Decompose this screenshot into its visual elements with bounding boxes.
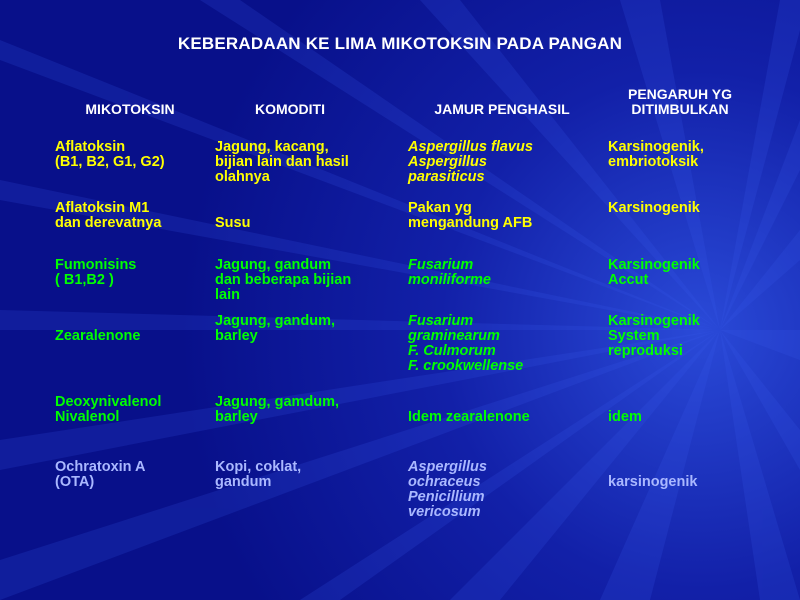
row-aflatoksin-m1-komoditi: Susu: [215, 215, 251, 231]
row-zearalenone-komoditi: Jagung, gandum, barley: [215, 313, 336, 344]
header-jamur-penghasil: JAMUR PENGHASIL: [434, 101, 570, 117]
row-ochratoxin-jamur: Aspergillus ochraceus Penicillium vericosum: [408, 459, 487, 520]
row-aflatoksin-m1-pengaruh: Karsinogenik: [608, 200, 700, 216]
row-fumonisins-mikotoksin: Fumonisins ( B1,B2 ): [55, 257, 137, 288]
row-fumonisins-pengaruh: Karsinogenik Accut: [608, 257, 700, 288]
slide-title: KEBERADAAN KE LIMA MIKOTOKSIN PADA PANGAN: [177, 34, 623, 53]
row-aflatoksin-pengaruh: Karsinogenik, embriotoksik: [608, 139, 704, 170]
row-zearalenone-jamur: Fusarium graminearum F. Culmorum F. crookwellense: [408, 313, 524, 374]
row-aflatoksin-m1-jamur: Pakan yg mengandung AFB: [408, 200, 533, 231]
row-ochratoxin-komoditi: Kopi, coklat, gandum: [215, 459, 302, 490]
header-pengaruh: PENGARUH YG DITIMBULKAN: [628, 86, 732, 117]
row-zearalenone-pengaruh: Karsinogenik System reproduksi: [608, 313, 700, 359]
row-zearalenone-mikotoksin: Zearalenone: [55, 328, 141, 344]
row-aflatoksin-m1-mikotoksin: Aflatoksin M1 dan derevatnya: [55, 200, 162, 231]
row-ochratoxin-pengaruh: karsinogenik: [608, 474, 698, 490]
header-komoditi: KOMODITI: [255, 101, 325, 117]
row-deoxynivalenol-komoditi: Jagung, gamdum, barley: [215, 394, 340, 425]
row-aflatoksin-mikotoksin: Aflatoksin (B1, B2, G1, G2): [55, 139, 165, 170]
row-fumonisins-jamur: Fusarium moniliforme: [408, 257, 491, 288]
row-aflatoksin-komoditi: Jagung, kacang, bijian lain dan hasil olahnya: [215, 139, 349, 185]
row-ochratoxin-mikotoksin: Ochratoxin A (OTA): [55, 459, 146, 490]
row-aflatoksin-jamur: Aspergillus flavus Aspergillus parasiticus: [408, 139, 533, 185]
row-deoxynivalenol-mikotoksin: Deoxynivalenol Nivalenol: [55, 394, 162, 425]
row-fumonisins-komoditi: Jagung, gandum dan beberapa bijian lain: [215, 257, 352, 303]
header-mikotoksin: MIKOTOKSIN: [85, 101, 175, 117]
row-deoxynivalenol-jamur: Idem zearalenone: [408, 409, 530, 425]
row-deoxynivalenol-pengaruh: idem: [608, 409, 642, 425]
